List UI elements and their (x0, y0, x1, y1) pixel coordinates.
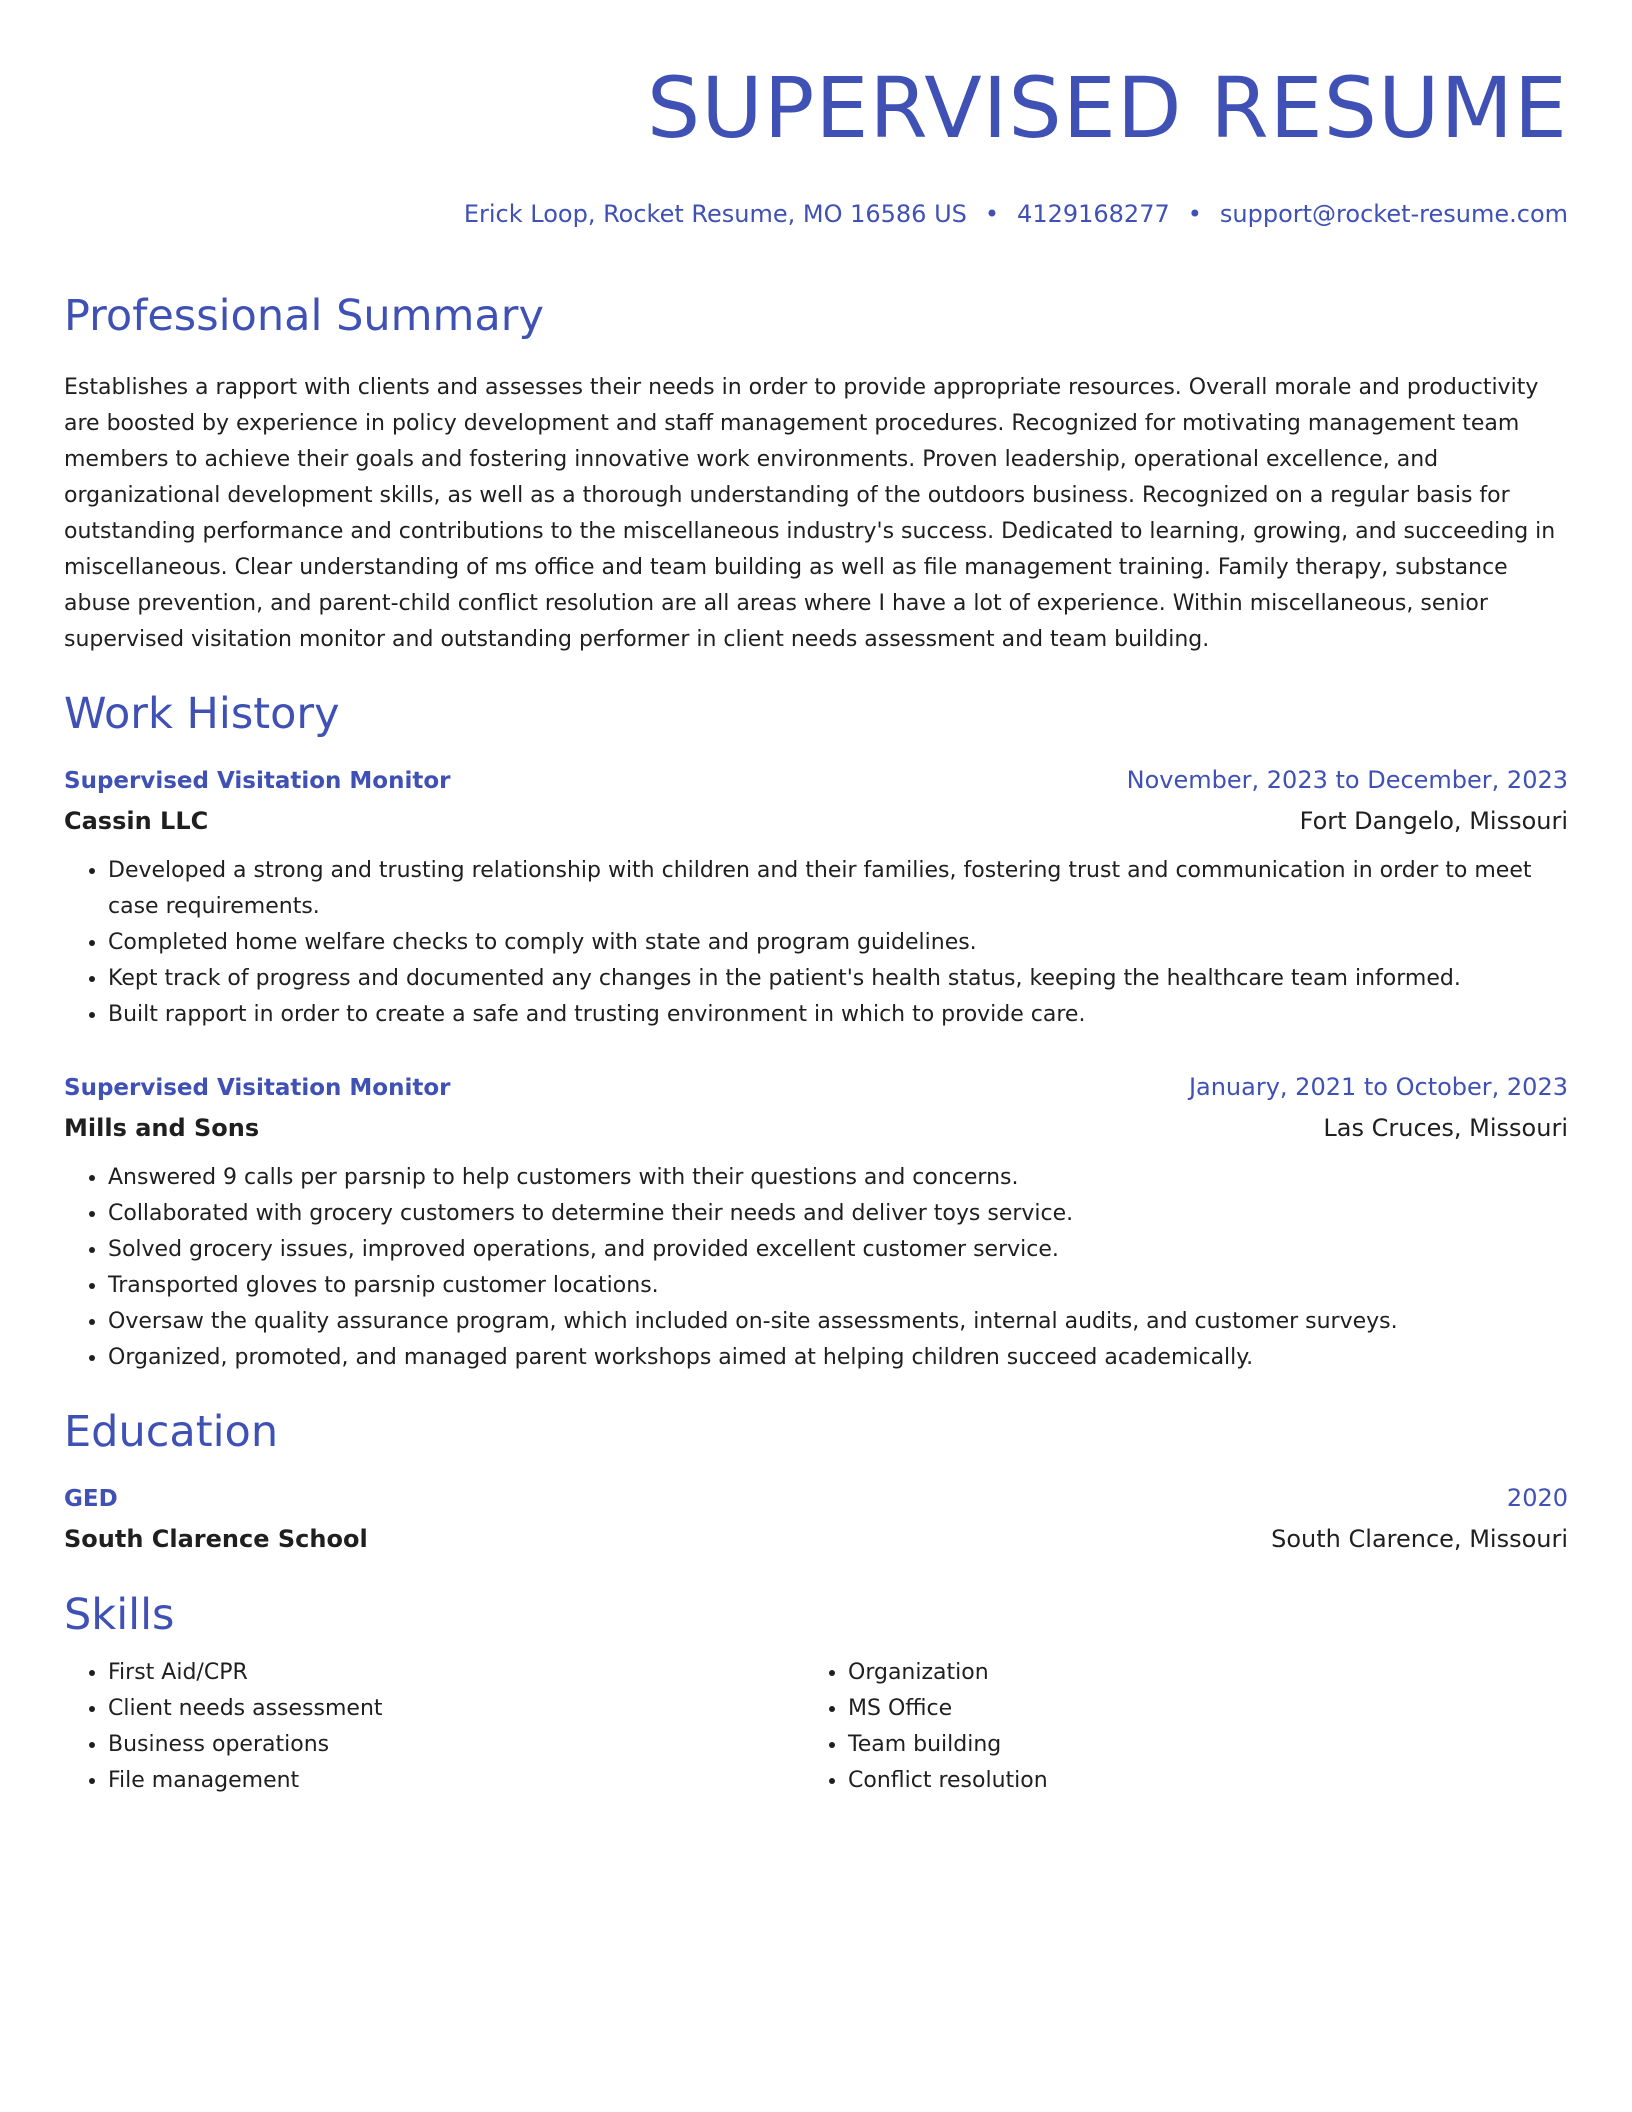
job-bullet: • Kept track of progress and documented any changes in the patient's health status, keeping the healthcare team informed. (108, 961, 1568, 997)
skill-item: • Client needs assessment (108, 1691, 804, 1727)
skill-item: • First Aid/CPR (108, 1655, 804, 1691)
job-bullet: • Developed a strong and trusting relationship with children and their families, fostering trust and communication in order to meet case requirements. (108, 853, 1568, 925)
job-company-row (64, 799, 1568, 839)
job-entry (64, 762, 1568, 1033)
skill-item: • Business operations (108, 1727, 804, 1763)
skills-columns (64, 1655, 1568, 1799)
job-bullet: • Built rapport in order to create a safe and trusting environment in which to provide care. (108, 997, 1568, 1033)
job-bullet: • Transported gloves to parsnip customer locations. (108, 1268, 1568, 1304)
education-header-row (64, 1480, 1568, 1517)
job-bullet: • Completed home welfare checks to comply with state and program guidelines. (108, 925, 1568, 961)
education-school: South Clarence School (64, 1525, 368, 1553)
skill-item: • Organization (848, 1655, 1544, 1691)
summary-text: Establishes a rapport with clients and assesses their needs in order to provide appropriate resources. Overall morale and productivity are boosted by experience in policy development and staff management procedures. Recognized for motivating management team members to achieve their goals and fostering innovative work environments. Proven leadership, operational excellence, and organizational development skills, as well as a thorough understanding of the outdoors business. Recognized on a regular basis for outstanding performance and contributions to the miscellaneous industry's success. Dedicated to learning, growing, and succeeding in miscellaneous. Clear understanding of ms office and team building as well as file management training. Family therapy, substance abuse prevention, and parent-child conflict resolution are all areas where I have a lot of experience. Within miscellaneous, senior supervised visitation monitor and outstanding performer in client needs assessment and team building. (64, 375, 1556, 652)
job-bullet: • Answered 9 calls per parsnip to help customers with their questions and concerns. (108, 1160, 1568, 1196)
job-dates: November, 2023 to December, 2023 (1126, 766, 1568, 794)
education-degree: GED (64, 1486, 118, 1512)
contact-line (64, 198, 1568, 230)
skill-item: • MS Office (848, 1691, 1544, 1727)
summary-heading: Professional Summary (64, 291, 544, 341)
skill-item: • File management (108, 1763, 804, 1799)
job-header-row (64, 1069, 1568, 1106)
job-company: Cassin LLC (64, 807, 209, 835)
job-title: Supervised Visitation Monitor (64, 768, 451, 794)
job-company: Mills and Sons (64, 1114, 260, 1142)
skill-item: • Conflict resolution (848, 1763, 1544, 1799)
skills-heading: Skills (64, 1590, 175, 1640)
skill-item: • Team building (848, 1727, 1544, 1763)
contact-email: support@rocket-resume.com (1219, 200, 1568, 228)
job-company-row (64, 1106, 1568, 1146)
job-bullets (64, 853, 1568, 1033)
contact-phone: 4129168277 (1017, 200, 1170, 228)
education-heading: Education (64, 1407, 279, 1457)
resume-name: SUPERVISED RESUME (646, 59, 1568, 157)
education-school-row (64, 1517, 1568, 1557)
job-bullet: • Solved grocery issues, improved operations, and provided excellent customer service. (108, 1232, 1568, 1268)
education-location: South Clarence, Missouri (1271, 1525, 1568, 1553)
job-dates: January, 2021 to October, 2023 (1188, 1073, 1568, 1101)
job-bullet: • Collaborated with grocery customers to determine their needs and deliver toys service. (108, 1196, 1568, 1232)
skills-list-right (804, 1655, 1544, 1799)
job-bullets (64, 1160, 1568, 1376)
contact-separator: • (1187, 200, 1202, 228)
education-entry (64, 1480, 1568, 1557)
work-history-heading: Work History (64, 689, 340, 739)
job-title: Supervised Visitation Monitor (64, 1075, 451, 1101)
education-year: 2020 (1506, 1484, 1568, 1512)
contact-separator: • (984, 200, 1000, 228)
job-bullet: • Oversaw the quality assurance program, which included on-site assessments, internal audits, and customer surveys. (108, 1304, 1568, 1340)
job-entry (64, 1069, 1568, 1376)
job-bullet: • Organized, promoted, and managed parent workshops aimed at helping children succeed academically. (108, 1340, 1568, 1376)
job-header-row (64, 762, 1568, 799)
job-location: Fort Dangelo, Missouri (1299, 807, 1568, 835)
contact-address: Erick Loop, Rocket Resume, MO 16586 US (463, 200, 967, 228)
job-location: Las Cruces, Missouri (1323, 1114, 1568, 1142)
skills-list-left (64, 1655, 804, 1799)
